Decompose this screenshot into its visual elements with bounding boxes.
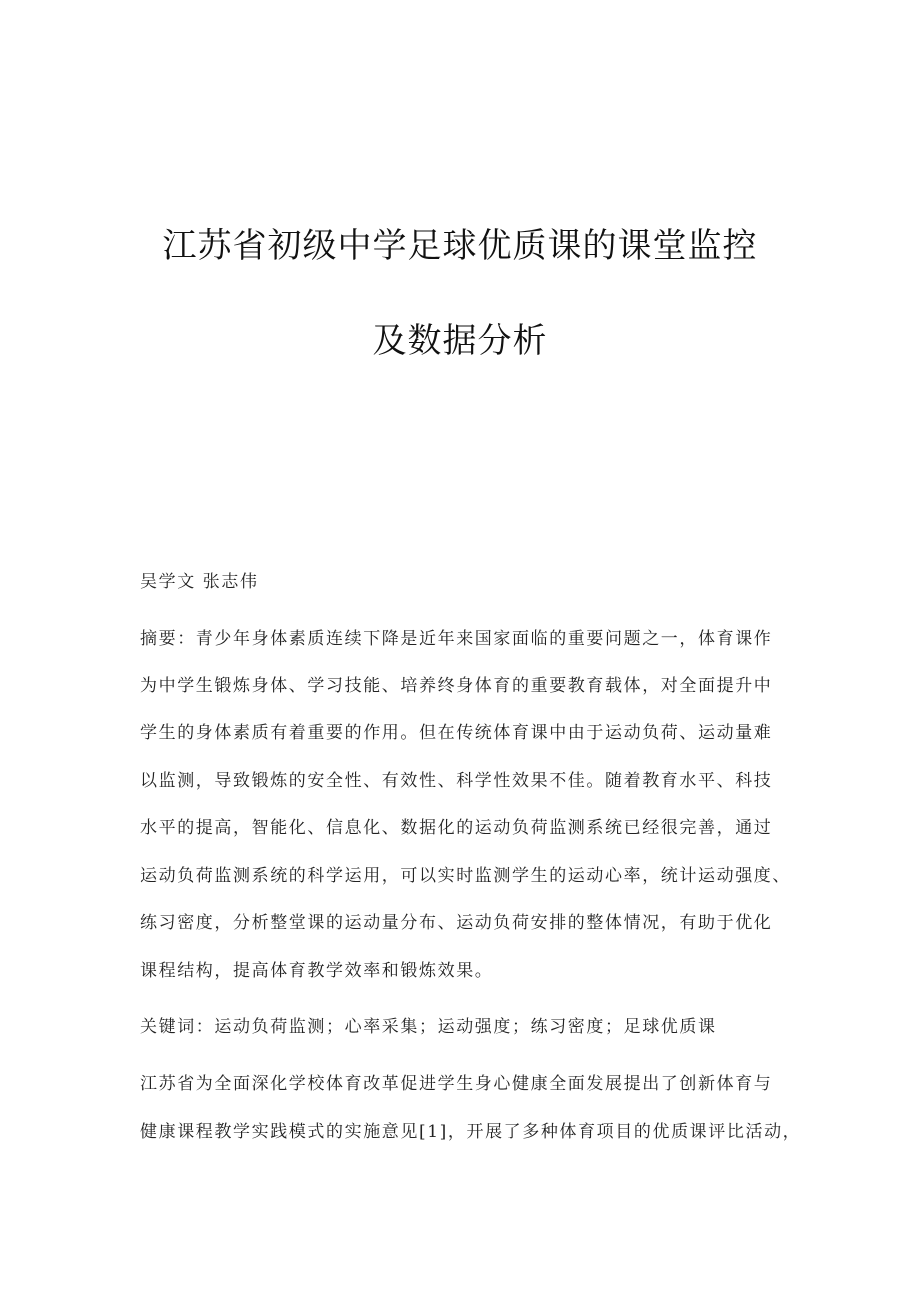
abstract-line: 摘要：青少年身体素质连续下降是近年来国家面临的重要问题之一，体育课作: [140, 629, 773, 649]
paper-title-line-2: 及数据分析: [372, 321, 548, 361]
keywords-line: 关键词：运动负荷监测；心率采集；运动强度；练习密度；足球优质课: [140, 1017, 717, 1037]
body-paragraph-line: 江苏省为全面深化学校体育改革促进学生身心健康全面发展提出了创新体育与: [140, 1074, 773, 1094]
abstract-line: 运动负荷监测系统的科学运用，可以实时监测学生的运动心率，统计运动强度、: [140, 866, 791, 886]
abstract-line: 水平的提高，智能化、信息化、数据化的运动负荷监测系统已经很完善，通过: [140, 818, 773, 838]
author-list: 吴学文 张志伟: [140, 572, 259, 592]
abstract-line: 为中学生锻炼身体、学习技能、培养终身体育的重要教育载体，对全面提升中: [140, 676, 773, 696]
abstract-line: 课程结构，提高体育教学效率和锻炼效果。: [140, 961, 494, 981]
abstract-line: 以监测，导致锻炼的安全性、有效性、科学性效果不佳。随着教育水平、科技: [140, 771, 773, 791]
paper-title-line-1: 江苏省初级中学足球优质课的课堂监控: [162, 226, 758, 266]
body-paragraph-line: 健康课程教学实践模式的实施意见[1]，开展了多种体育项目的优质课评比活动，: [140, 1122, 802, 1142]
abstract-line: 学生的身体素质有着重要的作用。但在传统体育课中由于运动负荷、运动量难: [140, 723, 773, 743]
abstract-line: 练习密度，分析整堂课的运动量分布、运动负荷安排的整体情况，有助于优化: [140, 913, 773, 933]
